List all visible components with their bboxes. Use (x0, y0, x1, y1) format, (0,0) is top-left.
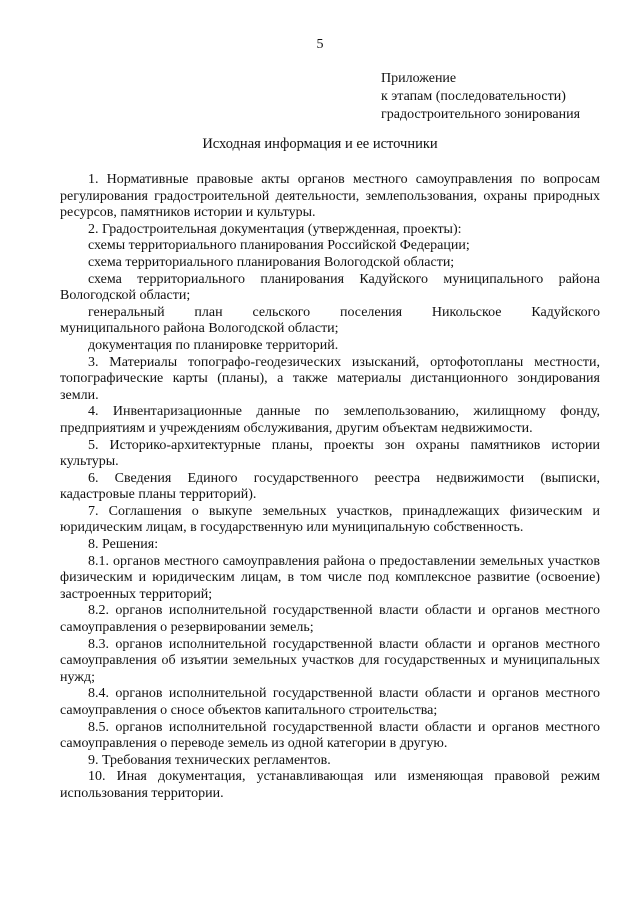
document-title: Исходная информация и ее источники (202, 136, 438, 152)
paragraph-10: 10. Иная документация, устанавливающая или изменяющая правовой режим использования территории. (60, 769, 600, 801)
word: поселения (339, 304, 403, 320)
paragraph-6: 6. Сведения Единого государственного реестра недвижимости (выписки, кадастровые планы территорий). (60, 470, 600, 503)
paragraph-1: 1. Нормативные правовые акты органов местного самоуправления по вопросам регулирования градостроительной деятельности, землепользования, охраны природных ресурсов, памятников истории и культуры. (60, 172, 600, 221)
appendix-line-1: Приложение (381, 71, 457, 86)
paragraph-2-item-1: схемы территориального планирования Российской Федерации; (88, 238, 470, 254)
word: генеральный (88, 304, 165, 320)
paragraph-3: 3. Материалы топографо-геодезических изысканий, ортофотопланы местности, топографические карты (планы), а также материалы дистанционного зондирования земли. (60, 354, 600, 403)
paragraph-2-item-4-rest: муниципального района Вологодской области; (60, 321, 339, 337)
appendix-line-3: градостроительного зонирования (381, 107, 581, 122)
paragraph-2-item-4-first-line (60, 305, 600, 322)
appendix-note (381, 70, 580, 124)
paragraph-8-4: 8.4. органов исполнительной государственной власти области и органов местного самоуправления о сносе объектов капитального строительства; (60, 686, 600, 718)
paragraph-2-item-3: схема территориального планирования Кадуйского муниципального района Вологодской области; (60, 271, 600, 304)
paragraph-8-2: 8.2. органов исполнительной государственной власти области и органов местного самоуправления о резервировании земель; (60, 603, 600, 636)
paragraph-2-item-2: схема территориального планирования Вологодской области; (88, 254, 455, 270)
word: сельского (252, 304, 311, 320)
paragraph-2: 2. Градостроительная документация (утвержденная, проекты): (88, 221, 462, 237)
paragraph-4: 4. Инвентаризационные данные по землепользованию, жилищному фонду, предприятиям и учреждениям обслуживания, другим объектам недвижимости. (60, 404, 600, 436)
page-number: 5 (316, 37, 324, 52)
paragraph-8: 8. Решения: (88, 537, 159, 553)
paragraph-2-item-4 (60, 305, 600, 338)
paragraph-8-3: 8.3. органов исполнительной государственной власти области и органов местного самоуправления об изъятии земельных участков для государственных и муниципальных нужд; (60, 636, 600, 685)
word: Никольское (431, 304, 502, 320)
paragraph-2-item-5: документация по планировке территорий. (88, 337, 339, 353)
paragraph-8-1: 8.1. органов местного самоуправления района о предоставлении земельных участков физическим и юридическим лицам, в том числе под комплексное развитие (освоение) застроенных территорий; (60, 553, 600, 602)
document-body (60, 172, 600, 803)
paragraph-5: 5. Историко-архитектурные планы, проекты зон охраны памятников истории культуры. (60, 437, 600, 470)
word: Кадуйского (531, 304, 600, 320)
paragraph-7: 7. Соглашения о выкупе земельных участков, принадлежащих физическим и юридическим лицам, в государственную или муниципальную собственность. (60, 503, 600, 536)
word: план (194, 304, 223, 320)
appendix-line-2: к этапам (последовательности) (381, 89, 566, 104)
paragraph-9: 9. Требования технических регламентов. (88, 752, 331, 768)
paragraph-8-5: 8.5. органов исполнительной государственной власти области и органов местного самоуправления о переводе земель из одной категории в другую. (60, 719, 600, 752)
